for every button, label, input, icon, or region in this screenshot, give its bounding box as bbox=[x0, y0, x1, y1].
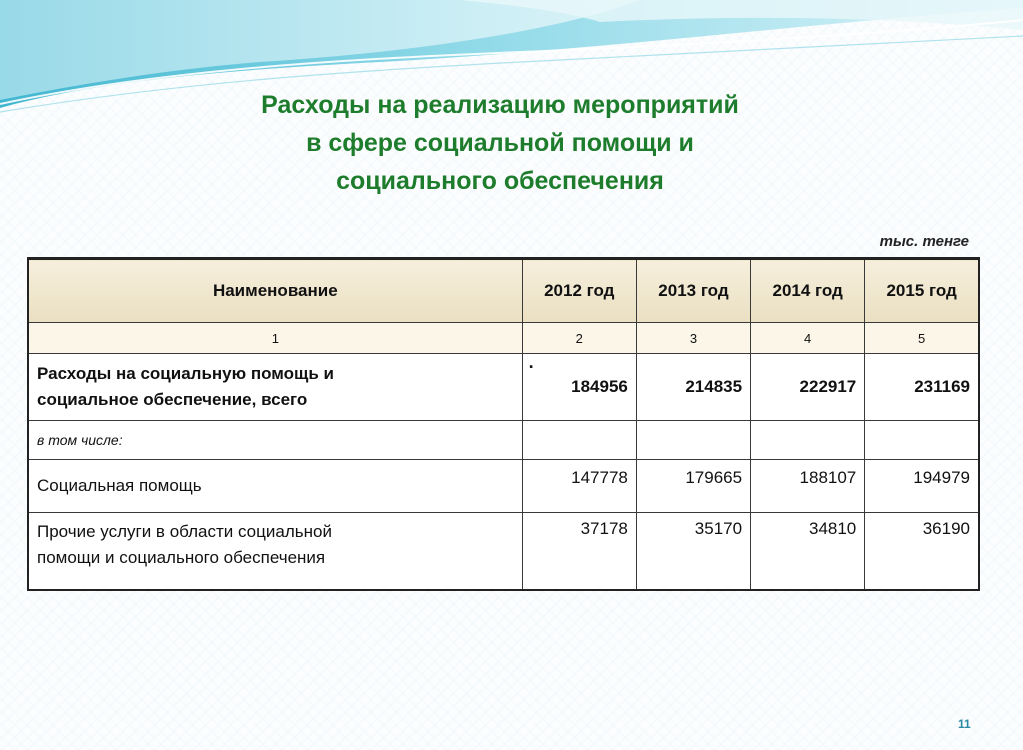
table-row-social-assistance bbox=[28, 460, 979, 513]
value-2013: 214835 bbox=[636, 354, 750, 421]
row-name-line: социальное обеспечение, всего bbox=[37, 390, 308, 409]
column-number: 3 bbox=[636, 323, 750, 354]
header-2013: 2013 год bbox=[636, 259, 750, 323]
value-2012: · 184956 bbox=[522, 354, 636, 421]
expenses-table bbox=[27, 257, 980, 591]
value-2014: 222917 bbox=[751, 354, 865, 421]
table-row-including bbox=[28, 421, 979, 460]
title-line-3: социального обеспечения bbox=[336, 167, 664, 195]
header-2015: 2015 год bbox=[865, 259, 979, 323]
value-2015 bbox=[865, 421, 979, 460]
header-name: Наименование bbox=[28, 259, 522, 323]
page-number: 11 bbox=[958, 717, 971, 731]
row-name bbox=[28, 354, 522, 421]
row-name-line: Расходы на социальную помощь и bbox=[37, 364, 335, 383]
unit-note: тыс. тенге bbox=[879, 233, 969, 250]
column-number: 4 bbox=[751, 323, 865, 354]
row-name: Социальная помощь bbox=[28, 460, 522, 513]
header-2014: 2014 год bbox=[751, 259, 865, 323]
column-number: 2 bbox=[522, 323, 636, 354]
value-2015: 194979 bbox=[865, 460, 979, 513]
column-number-row bbox=[28, 323, 979, 354]
value-2012 bbox=[522, 421, 636, 460]
column-number: 1 bbox=[28, 323, 522, 354]
title-line-1: Расходы на реализацию мероприятий bbox=[261, 91, 739, 119]
value-2014 bbox=[751, 421, 865, 460]
row-name bbox=[28, 513, 522, 591]
row-name-line: помощи и социального обеспечения bbox=[37, 548, 326, 567]
slide-title bbox=[130, 86, 870, 200]
row-name-line: Прочие услуги в области социальной bbox=[37, 522, 332, 541]
column-number: 5 bbox=[865, 323, 979, 354]
header-2012: 2012 год bbox=[522, 259, 636, 323]
table-row-total bbox=[28, 354, 979, 421]
value-2015: 36190 bbox=[865, 513, 979, 591]
value-2015: 231169 bbox=[865, 354, 979, 421]
value-2013: 179665 bbox=[636, 460, 750, 513]
value-2012: 37178 bbox=[522, 513, 636, 591]
row-name: в том числе: bbox=[28, 421, 522, 460]
value-2014: 188107 bbox=[751, 460, 865, 513]
value-2013 bbox=[636, 421, 750, 460]
title-line-2: в сфере социальной помощи и bbox=[306, 129, 694, 157]
value-2012: 147778 bbox=[522, 460, 636, 513]
value-2014: 34810 bbox=[751, 513, 865, 591]
value-2013: 35170 bbox=[636, 513, 750, 591]
table-row-other-services bbox=[28, 513, 979, 591]
table-header-row bbox=[28, 259, 979, 323]
